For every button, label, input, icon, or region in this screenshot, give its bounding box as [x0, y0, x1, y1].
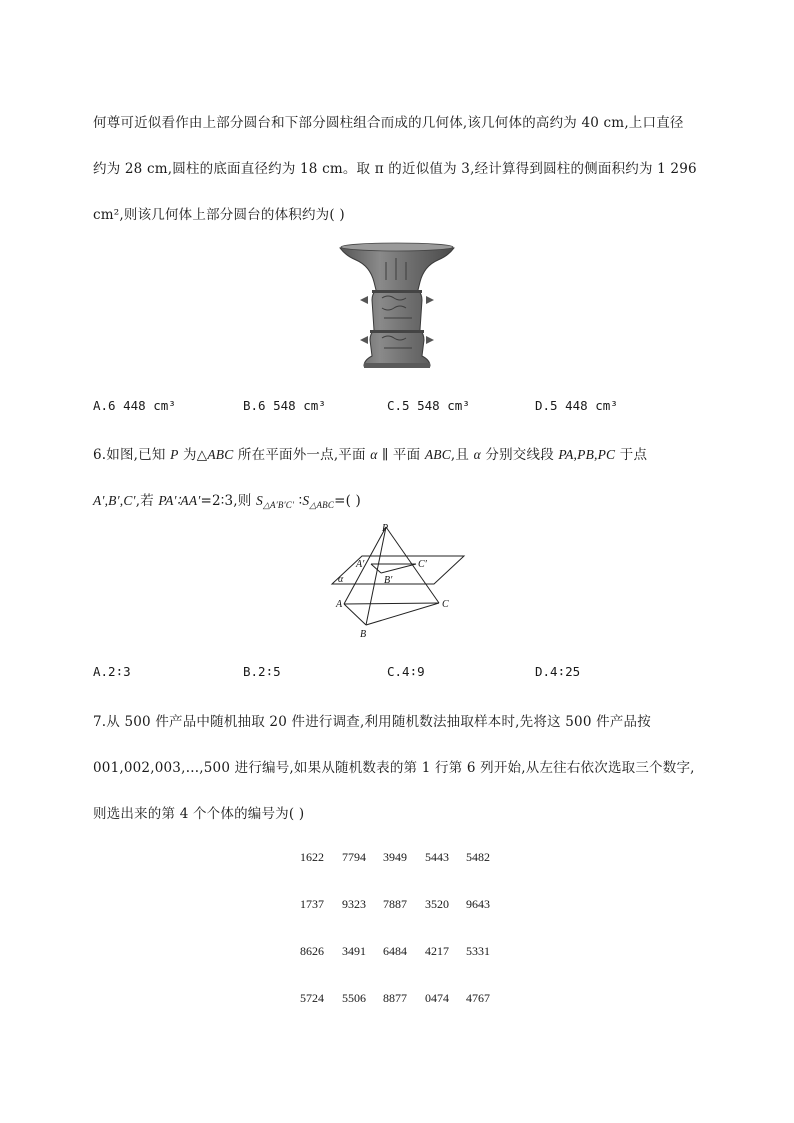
q6-option-a[interactable]: A.2∶3 — [93, 664, 131, 679]
table-cell: 9643 — [466, 897, 490, 911]
table-cell: 4767 — [466, 991, 490, 1005]
table-cell: 6484 — [383, 944, 407, 958]
table-cell: 7887 — [383, 897, 407, 911]
q7-text-line-1: 7.从 500 件产品中随机抽取 20 件进行调查,利用随机数法抽取样本时,先将这 500 件产品按 — [93, 714, 651, 730]
label-alpha: α — [338, 574, 344, 585]
q7-text-line-3: 则选出来的第 4 个个体的编号为( ) — [93, 806, 305, 822]
q6-option-b[interactable]: B.2∶5 — [243, 664, 281, 679]
plane-alpha — [332, 556, 464, 584]
table-cell: 3949 — [383, 850, 407, 864]
table-cell: 5443 — [425, 850, 449, 864]
label-C: C — [442, 599, 449, 610]
q5-option-d[interactable]: D.5 448 cm³ — [535, 398, 618, 413]
label-B1: B′ — [384, 575, 393, 586]
table-cell: 9323 — [342, 897, 366, 911]
table-cell: 4217 — [425, 944, 449, 958]
table-cell: 3520 — [425, 897, 449, 911]
q6-options — [93, 664, 653, 682]
q5-text-line-3: cm²,则该几何体上部分圆台的体积约为( ) — [93, 207, 345, 223]
label-B: B — [360, 629, 367, 640]
q5-option-a[interactable]: A.6 448 cm³ — [93, 398, 176, 413]
q7-text-line-2: 001,002,003,…,500 进行编号,如果从随机数表的第 1 行第 6 列开始,从左往右依次选取三个数字, — [93, 760, 695, 776]
table-cell: 0474 — [425, 991, 449, 1005]
bronze-zun-vessel-image — [338, 238, 456, 372]
q6-option-c[interactable]: C.4∶9 — [387, 664, 425, 679]
table-cell: 5724 — [300, 991, 324, 1005]
table-cell: 3491 — [342, 944, 366, 958]
q5-option-b[interactable]: B.6 548 cm³ — [243, 398, 326, 413]
table-cell: 5331 — [466, 944, 490, 958]
table-cell: 8626 — [300, 944, 324, 958]
q6-text-line-1: 6.如图,已知 P 为△ABC 所在平面外一点,平面 α ∥ 平面 ABC,且 α 分别交线段 PA,PB,PC 于点 — [93, 447, 648, 463]
table-cell: 1622 — [300, 850, 324, 864]
label-P: P — [382, 523, 389, 534]
q5-text-line-1: 何尊可近似看作由上部分圆台和下部分圆柱组合而成的几何体,该几何体的高约为 40 cm,上口直径 — [93, 115, 684, 131]
label-C1: C′ — [418, 559, 427, 570]
table-cell: 8877 — [383, 991, 407, 1005]
table-cell: 7794 — [342, 850, 366, 864]
table-cell: 5506 — [342, 991, 366, 1005]
q6-option-d[interactable]: D.4∶25 — [535, 664, 581, 679]
pyramid-plane-figure — [328, 521, 468, 643]
q5-options — [93, 398, 653, 416]
table-cell: 1737 — [300, 897, 324, 911]
table-cell: 5482 — [466, 850, 490, 864]
q5-option-c[interactable]: C.5 548 cm³ — [387, 398, 470, 413]
label-A: A — [336, 599, 343, 610]
q5-text-line-2: 约为 28 cm,圆柱的底面直径约为 18 cm。取 π 的近似值为 3,经计算得到圆柱的侧面积约为 1 296 — [93, 161, 697, 177]
label-A1: A′ — [356, 559, 365, 570]
q6-text-line-2: A′,B′,C′,若 PA′∶AA′=2∶3,则 $S_{\triangle A'B'C'}$ $∶S_{\triangle ABC}=$( ) — [93, 493, 362, 510]
